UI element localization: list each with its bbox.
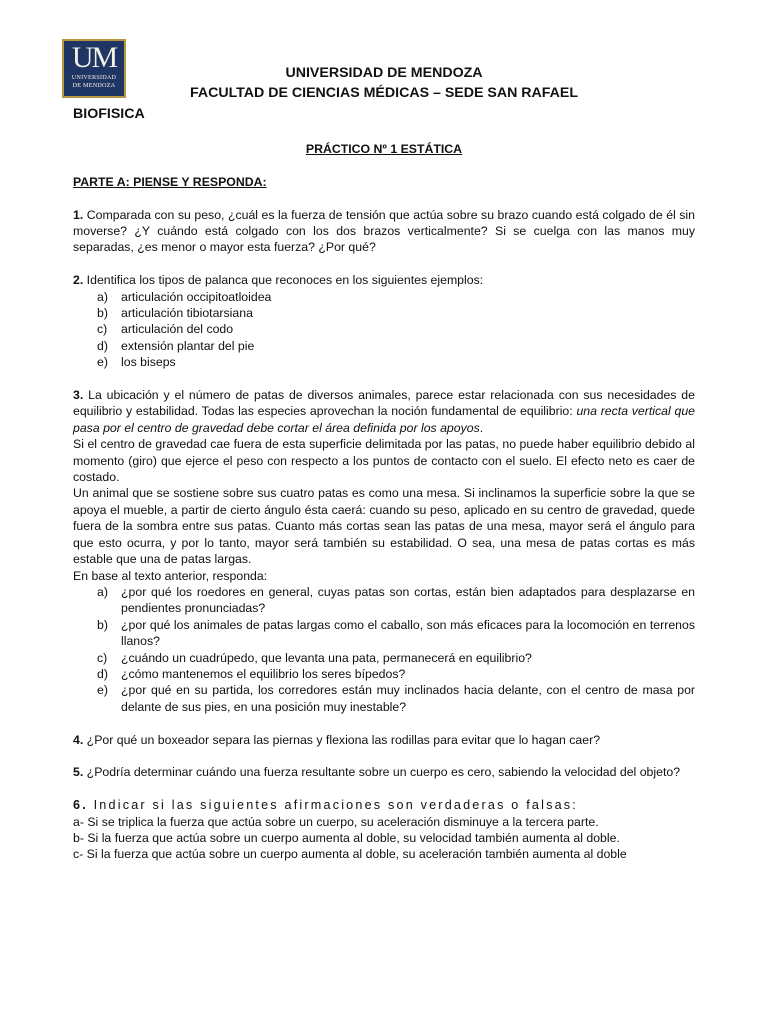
question-4 [73,732,695,748]
question-1 [73,207,695,256]
section-a-heading: PARTE A: PIENSE Y RESPONDA: [73,174,267,189]
list-item: b) articulación tibiotarsiana [97,306,253,321]
list-item: b) ¿por qué los animales de patas largas como el caballo, son más eficaces para la locomoción en terrenos llanos? [97,617,695,649]
question-6-text: Indicar si las siguientes afirmaciones son verdaderas o falsas: [87,798,579,813]
question-3-paragraph-2: Si el centro de gravedad cae fuera de esta superficie delimitada por las patas, no puede haber equilibrio debido al momento (giro) que ejerce el peso con respecto a los puntos de contacto con el suelo. El efecto neto es caer de costado. [73,437,695,485]
question-3-list [73,584,695,715]
logo-line-1: UNIVERSIDAD [71,74,117,81]
university-name: UNIVERSIDAD DE MENDOZA [285,65,483,81]
document-body [73,141,695,863]
practice-title: PRÁCTICO Nº 1 ESTÁTICA [305,142,463,156]
question-4-text: ¿Por qué un boxeador separa las piernas y flexiona las rodillas para evitar que lo hagan caer? [83,732,601,747]
question-6-number: 6. [73,798,88,813]
list-item: d) extensión plantar del pie [97,338,255,353]
question-2-text: Identifica los tipos de palanca que reconoces en los siguientes ejemplos: [83,273,484,288]
statement-c: c- Si la fuerza que actúa sobre un cuerpo aumenta al doble, su aceleración también aumenta al doble [73,847,627,862]
question-4-number: 4. [73,732,84,747]
question-2-number: 2. [73,273,84,288]
question-3-paragraph-1: 3. La ubicación y el número de patas de diversos animales, parece estar relacionada con sus necesidades de equilibrio y estabilidad. Todas las especies aprovechan la noción fundamental de equilibrio: una recta vertical que pasa por el centro de gravedad debe cortar el área definida por los apoyos. [73,388,695,435]
subject-name: BIOFISICA [73,106,145,122]
faculty-name: FACULTAD DE CIENCIAS MÉDICAS – SEDE SAN RAFAEL [189,85,579,101]
question-5-text: ¿Podría determinar cuándo una fuerza resultante sobre un cuerpo es cero, sabiendo la velocidad del objeto? [83,765,681,780]
logo-line-2: DE MENDOZA [72,82,116,89]
list-item: c) ¿cuándo un cuadrúpedo, que levanta una pata, permanecerá en equilibrio? [97,650,532,665]
list-item: e) los biseps [97,355,176,370]
question-2-list [73,289,695,371]
question-2 [73,272,695,288]
question-5 [73,764,695,780]
list-item: a) articulación occipitoatloidea [97,289,272,304]
logo-mark: UM [71,41,117,74]
list-item: d) ¿cómo mantenemos el equilibrio los seres bípedos? [97,666,406,681]
list-item: e) ¿por qué en su partida, los corredores están muy inclinados hacia delante, con el centro de masa por delante de sus pies, en una posición muy inestable? [97,683,695,714]
question-5-number: 5. [73,765,84,780]
question-6 [73,797,695,813]
statement-a: a- Si se triplica la fuerza que actúa sobre un cuerpo, su aceleración disminuye a la tercera parte. [73,814,599,829]
question-1-text: Comparada con su peso, ¿cuál es la fuerza de tensión que actúa sobre su brazo cuando está colgado de él sin moverse? ¿Y cuándo está colgado con los dos brazos verticalmente? Si se cuelga con las manos muy separadas, ¿es menor o mayor esta fuerza? ¿Por qué? [73,207,695,255]
document-header [0,63,768,103]
question-3-paragraph-3: Un animal que se sostiene sobre sus cuatro patas es como una mesa. Si inclinamos la superficie sobre la que se apoya el mueble, a partir de cierto ángulo ésta caerá: cuando su peso, aplicado en su centro de gravedad, quede fuera de la sombra entre sus patas. Cuanto más cortas sean las patas de una mesa, mayor será el ángulo para que esto ocurra, y por lo tanto, mayor será también su estabilidad. O sea, una mesa de patas cortas es más estable que una de patas largas. [73,486,695,567]
equilibrium-definition: una recta vertical que pasa por el centro de gravedad debe cortar el área definida por los apoyos [73,404,695,435]
question-3-prompt: En base al texto anterior, responda: [73,568,268,583]
statement-b: b- Si la fuerza que actúa sobre un cuerpo aumenta al doble, su velocidad también aumenta al doble. [73,830,620,845]
list-item: c) articulación del codo [97,322,234,337]
question-3-number: 3. [73,388,84,403]
question-1-number: 1. [73,207,84,222]
list-item: a) ¿por qué los roedores en general, cuyas patas son cortas, están bien adaptados para desplazarse en pendientes pronunciadas? [97,584,695,616]
